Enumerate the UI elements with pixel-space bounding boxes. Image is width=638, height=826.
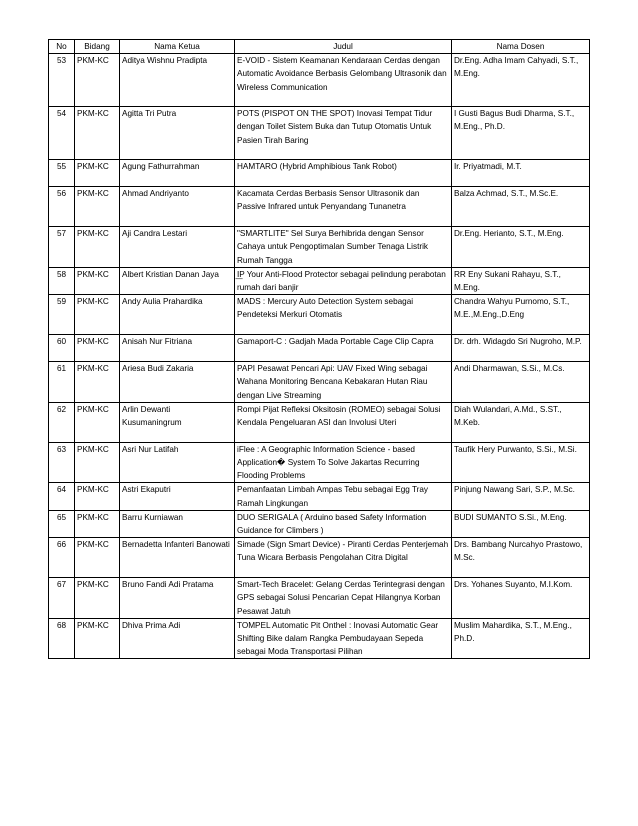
cell-judul: MADS : Mercury Auto Detection System sebagai Pendeteksi Merkuri Otomatis [235, 295, 452, 335]
cell-nama-ketua: Barru Kurniawan [120, 510, 235, 537]
cell-judul: Gamaport-C : Gadjah Mada Portable Cage Clip Capra [235, 335, 452, 362]
cell-bidang: PKM-KC [75, 187, 120, 227]
cell-no: 58 [49, 267, 75, 294]
cell-judul: HAMTARO (Hybrid Amphibious Tank Robot) [235, 160, 452, 187]
cell-nama-ketua: Anisah Nur Fitriana [120, 335, 235, 362]
cell-no: 67 [49, 578, 75, 619]
cell-bidang: PKM-KC [75, 510, 120, 537]
pkm-table [48, 39, 590, 659]
table-row [49, 442, 590, 483]
cell-judul: Simade (Sign Smart Device) - Piranti Cerdas Penterjemah Tuna Wicara Berbasis Pengolahan Citra Digital [235, 538, 452, 578]
cell-nama-dosen: Dr.Eng. Adha Imam Cahyadi, S.T., M.Eng. [452, 54, 590, 107]
table-row [49, 187, 590, 227]
header-nama-dosen: Nama Dosen [452, 40, 590, 54]
table-row [49, 107, 590, 160]
cell-nama-ketua: Ariesa Budi Zakaria [120, 362, 235, 403]
cell-nama-ketua: Arlin Dewanti Kusumaningrum [120, 402, 235, 442]
cell-judul: DUO SERIGALA ( Arduino based Safety Information Guidance for Climbers ) [235, 510, 452, 537]
cell-no: 61 [49, 362, 75, 403]
cell-nama-dosen: Muslim Mahardika, S.T., M.Eng., Ph.D. [452, 618, 590, 659]
cell-nama-ketua: Asri Nur Latifah [120, 442, 235, 483]
cell-bidang: PKM-KC [75, 618, 120, 659]
cell-bidang: PKM-KC [75, 483, 120, 510]
cell-nama-ketua: Aji Candra Lestari [120, 227, 235, 268]
cell-bidang: PKM-KC [75, 160, 120, 187]
cell-judul: I͟P Your Anti-Flood Protector sebagai pelindung perabotan rumah dari banjir [235, 267, 452, 294]
cell-no: 54 [49, 107, 75, 160]
table-row [49, 335, 590, 362]
cell-nama-ketua: Bernadetta Infanteri Banowati [120, 538, 235, 578]
cell-judul: "SMARTLITE" Sel Surya Berhibrida dengan Sensor Cahaya untuk Pengoptimalan Sumber Tenaga Listrik Rumah Tangga [235, 227, 452, 268]
cell-nama-dosen: Andi Dharmawan, S.Si., M.Cs. [452, 362, 590, 403]
cell-nama-dosen: I Gusti Bagus Budi Dharma, S.T., M.Eng., Ph.D. [452, 107, 590, 160]
cell-no: 59 [49, 295, 75, 335]
cell-bidang: PKM-KC [75, 578, 120, 619]
cell-no: 66 [49, 538, 75, 578]
table-row [49, 54, 590, 107]
cell-nama-dosen: Dr.Eng. Herianto, S.T., M.Eng. [452, 227, 590, 268]
cell-nama-dosen: Diah Wulandari, A.Md., S.ST., M.Keb. [452, 402, 590, 442]
cell-judul: Pemanfaatan Limbah Ampas Tebu sebagai Egg Tray Ramah Lingkungan [235, 483, 452, 510]
cell-bidang: PKM-KC [75, 402, 120, 442]
table-row [49, 295, 590, 335]
cell-no: 55 [49, 160, 75, 187]
cell-bidang: PKM-KC [75, 227, 120, 268]
table-row [49, 267, 590, 294]
header-nama-ketua: Nama Ketua [120, 40, 235, 54]
cell-nama-ketua: Bruno Fandi Adi Pratama [120, 578, 235, 619]
cell-judul: Rompi Pijat Refleksi Oksitosin (ROMEO) sebagai Solusi Kendala Pengeluaran ASI dan Involusi Uteri [235, 402, 452, 442]
cell-nama-dosen: RR Eny Sukani Rahayu, S.T., M.Eng. [452, 267, 590, 294]
cell-nama-ketua: Andy Aulia Prahardika [120, 295, 235, 335]
cell-bidang: PKM-KC [75, 295, 120, 335]
cell-no: 56 [49, 187, 75, 227]
cell-judul: E-VOID - Sistem Keamanan Kendaraan Cerdas dengan Automatic Avoidance Berbasis Gelombang Ultrasonik dan Wireless Communication [235, 54, 452, 107]
cell-nama-ketua: Albert Kristian Danan Jaya [120, 267, 235, 294]
table-row [49, 160, 590, 187]
cell-no: 62 [49, 402, 75, 442]
cell-bidang: PKM-KC [75, 442, 120, 483]
cell-judul: iFlee : A Geographic Information Science - based Application� System To Solve Jakartas Recurring Flooding Problems [235, 442, 452, 483]
table-row [49, 483, 590, 510]
header-judul: Judul [235, 40, 452, 54]
table-row [49, 402, 590, 442]
table-row [49, 618, 590, 659]
table-body [49, 54, 590, 659]
cell-nama-dosen: Pinjung Nawang Sari, S.P., M.Sc. [452, 483, 590, 510]
table-row [49, 578, 590, 619]
header-row [49, 40, 590, 54]
cell-judul: TOMPEL Automatic Pit Onthel : Inovasi Automatic Gear Shifting Bike dalam Rangka Pembudayaan Sepeda sebagai Moda Transportasi Pilihan [235, 618, 452, 659]
cell-no: 57 [49, 227, 75, 268]
table-row [49, 362, 590, 403]
cell-no: 68 [49, 618, 75, 659]
table-row [49, 538, 590, 578]
cell-nama-dosen: Taufik Hery Purwanto, S.Si., M.Si. [452, 442, 590, 483]
cell-bidang: PKM-KC [75, 54, 120, 107]
cell-nama-dosen: Drs. Yohanes Suyanto, M.I.Kom. [452, 578, 590, 619]
table-row [49, 227, 590, 268]
cell-no: 65 [49, 510, 75, 537]
cell-nama-dosen: Dr. drh. Widagdo Sri Nugroho, M.P. [452, 335, 590, 362]
cell-nama-ketua: Aditya Wishnu Pradipta [120, 54, 235, 107]
cell-nama-dosen: Drs. Bambang Nurcahyo Prastowo, M.Sc. [452, 538, 590, 578]
cell-nama-dosen: Ir. Priyatmadi, M.T. [452, 160, 590, 187]
cell-nama-ketua: Agitta Tri Putra [120, 107, 235, 160]
cell-nama-ketua: Ahmad Andriyanto [120, 187, 235, 227]
header-bidang: Bidang [75, 40, 120, 54]
header-no: No [49, 40, 75, 54]
cell-judul: Kacamata Cerdas Berbasis Sensor Ultrasonik dan Passive Infrared untuk Penyandang Tunanetra [235, 187, 452, 227]
cell-judul: Smart-Tech Bracelet: Gelang Cerdas Terintegrasi dengan GPS sebagai Solusi Pencarian Cepat Hilangnya Korban Pesawat Jatuh [235, 578, 452, 619]
cell-no: 63 [49, 442, 75, 483]
cell-nama-dosen: BUDI SUMANTO S.Si., M.Eng. [452, 510, 590, 537]
cell-bidang: PKM-KC [75, 362, 120, 403]
cell-nama-ketua: Agung Fathurrahman [120, 160, 235, 187]
cell-bidang: PKM-KC [75, 267, 120, 294]
cell-no: 64 [49, 483, 75, 510]
cell-nama-dosen: Balza Achmad, S.T., M.Sc.E. [452, 187, 590, 227]
cell-nama-dosen: Chandra Wahyu Purnomo, S.T., M.E.,M.Eng.,D.Eng [452, 295, 590, 335]
table-row [49, 510, 590, 537]
cell-no: 60 [49, 335, 75, 362]
cell-nama-ketua: Dhiva Prima Adi [120, 618, 235, 659]
cell-judul: PAPI Pesawat Pencari Api: UAV Fixed Wing sebagai Wahana Monitoring Bencana Kebakaran Hutan Riau dengan Live Streaming [235, 362, 452, 403]
cell-judul: POTS (PISPOT ON THE SPOT) Inovasi Tempat Tidur dengan Toilet Sistem Buka dan Tutup Otomatis Untuk Pasien Tirah Baring [235, 107, 452, 160]
cell-nama-ketua: Astri Ekaputri [120, 483, 235, 510]
cell-bidang: PKM-KC [75, 107, 120, 160]
cell-no: 53 [49, 54, 75, 107]
cell-bidang: PKM-KC [75, 538, 120, 578]
cell-bidang: PKM-KC [75, 335, 120, 362]
